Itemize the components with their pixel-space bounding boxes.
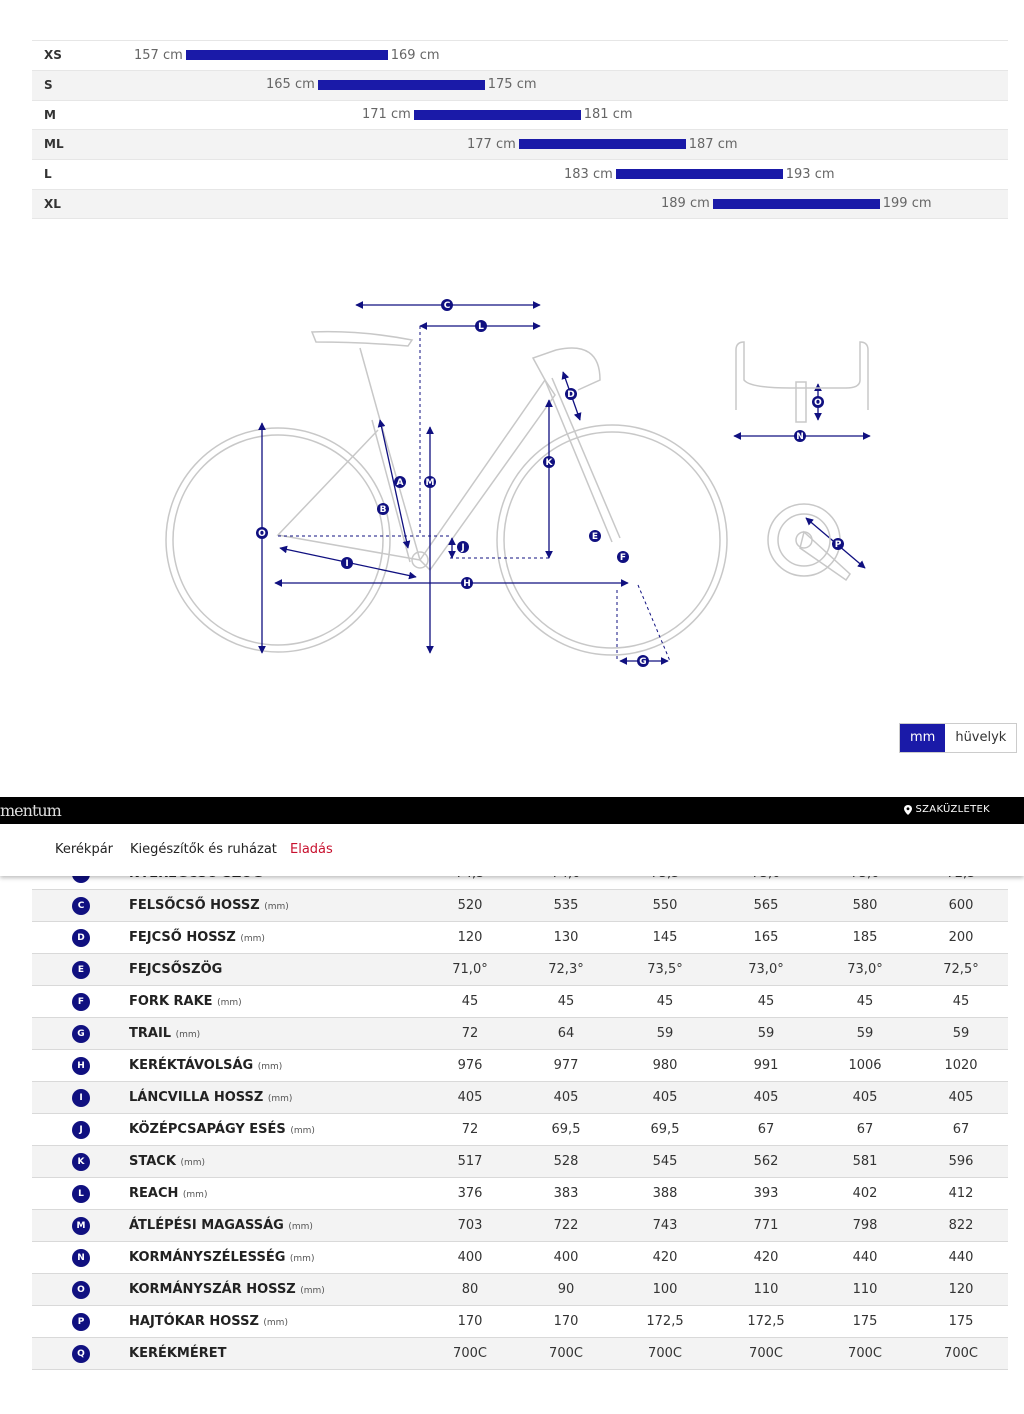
geometry-value: 90 bbox=[557, 1282, 575, 1297]
geometry-value: 45 bbox=[856, 994, 874, 1009]
geometry-name bbox=[129, 930, 265, 945]
geometry-row bbox=[32, 1274, 1008, 1306]
geometry-value: 798 bbox=[852, 1218, 878, 1233]
geometry-value: 565 bbox=[753, 898, 779, 913]
location-pin-icon bbox=[904, 805, 912, 815]
geometry-name bbox=[129, 1122, 315, 1137]
geometry-value: 45 bbox=[757, 994, 775, 1009]
max-height: 175 cm bbox=[487, 77, 537, 93]
geometry-value: 67 bbox=[856, 1122, 874, 1137]
unit-inch-button[interactable]: hüvelyk bbox=[945, 724, 1016, 752]
geometry-value: 59 bbox=[952, 1026, 970, 1041]
geometry-value: 596 bbox=[948, 1154, 974, 1169]
geometry-value: 165 bbox=[753, 930, 779, 945]
geometry-value: 72,3° bbox=[548, 962, 584, 977]
diagram-badge-e bbox=[589, 530, 601, 542]
geometry-value: 73,0° bbox=[748, 962, 784, 977]
geometry-unit: (mm) bbox=[180, 1158, 205, 1168]
geometry-letter-badge: K bbox=[72, 1153, 90, 1171]
diagram-badge-h bbox=[461, 577, 473, 589]
min-height: 177 cm bbox=[467, 136, 516, 152]
diagram-badge-d bbox=[565, 388, 577, 400]
geometry-unit: (mm) bbox=[264, 902, 289, 912]
geometry-name-text: KORMÁNYSZÉLESSÉG bbox=[129, 1250, 286, 1265]
max-height: 187 cm bbox=[688, 136, 738, 152]
geometry-value: 73,0° bbox=[847, 962, 883, 977]
geometry-value: 703 bbox=[457, 1218, 483, 1233]
geometry-name bbox=[129, 1314, 288, 1329]
geometry-value: 400 bbox=[457, 1250, 483, 1265]
svg-text:M: M bbox=[425, 478, 435, 488]
bike-geometry-diagram bbox=[0, 280, 1024, 680]
geometry-letter-badge: F bbox=[72, 993, 90, 1011]
geometry-value: 700C bbox=[944, 1346, 978, 1361]
geometry-value: 72 bbox=[461, 1026, 479, 1041]
nav-sale[interactable]: Eladás bbox=[290, 842, 333, 857]
geometry-row bbox=[32, 890, 1008, 922]
size-row bbox=[32, 159, 1008, 189]
geometry-value: 383 bbox=[553, 1186, 579, 1201]
geometry-name bbox=[129, 1250, 314, 1265]
geometry-name bbox=[129, 1026, 200, 1041]
geometry-value: 175 bbox=[948, 1314, 974, 1329]
geometry-name-text: STACK bbox=[129, 1154, 176, 1169]
geometry-row bbox=[32, 1242, 1008, 1274]
geometry-unit: (mm) bbox=[288, 1222, 313, 1232]
store-locator-link[interactable] bbox=[904, 804, 991, 815]
size-label: S bbox=[44, 77, 53, 92]
geometry-value: 175 bbox=[852, 1314, 878, 1329]
geometry-row bbox=[32, 1018, 1008, 1050]
geometry-value: 170 bbox=[553, 1314, 579, 1329]
geometry-value: 700C bbox=[848, 1346, 882, 1361]
geometry-value: 1006 bbox=[848, 1058, 882, 1073]
geometry-unit: (mm) bbox=[240, 934, 265, 944]
geometry-value: 402 bbox=[852, 1186, 878, 1201]
geometry-value: 59 bbox=[757, 1026, 775, 1041]
svg-text:I: I bbox=[345, 559, 349, 569]
min-height: 189 cm bbox=[661, 196, 710, 212]
geometry-letter-badge: L bbox=[72, 1185, 90, 1203]
geometry-name-text: HAJTÓKAR HOSSZ bbox=[129, 1314, 259, 1329]
range-bar bbox=[519, 139, 686, 149]
geometry-value: 700C bbox=[453, 1346, 487, 1361]
geometry-unit: (mm) bbox=[267, 1094, 293, 1104]
max-height: 199 cm bbox=[882, 196, 932, 212]
diagram-badge-g bbox=[637, 655, 649, 667]
range-bar bbox=[713, 199, 880, 209]
geometry-value: 562 bbox=[753, 1154, 779, 1169]
geometry-value: 1020 bbox=[944, 1058, 978, 1073]
geometry-name bbox=[129, 1282, 325, 1297]
geometry-value: 517 bbox=[457, 1154, 483, 1169]
geometry-row bbox=[32, 1338, 1008, 1370]
geometry-row bbox=[32, 1082, 1008, 1114]
height-range bbox=[266, 77, 537, 93]
diagram-badge-c bbox=[441, 299, 453, 311]
geometry-value: 200 bbox=[948, 930, 974, 945]
size-row bbox=[32, 129, 1008, 159]
diagram-badge-l bbox=[475, 320, 487, 332]
svg-text:C: C bbox=[443, 301, 451, 311]
geometry-value: 581 bbox=[852, 1154, 878, 1169]
height-range bbox=[661, 196, 932, 212]
diagram-badge-p bbox=[832, 538, 844, 550]
geometry-letter-badge: I bbox=[72, 1089, 90, 1107]
size-label: XL bbox=[44, 196, 61, 211]
geometry-letter-badge: Q bbox=[72, 1345, 90, 1363]
geometry-name bbox=[129, 1090, 292, 1105]
geometry-value: 771 bbox=[753, 1218, 779, 1233]
geometry-row bbox=[32, 1050, 1008, 1082]
geometry-value: 977 bbox=[553, 1058, 579, 1073]
geometry-value: 45 bbox=[461, 994, 479, 1009]
diagram-badge-o bbox=[812, 396, 824, 408]
main-nav bbox=[0, 824, 1024, 876]
geometry-value: 69,5 bbox=[551, 1122, 581, 1137]
height-range bbox=[564, 166, 835, 182]
diagram-badge-f bbox=[617, 551, 629, 563]
geometry-letter-badge: J bbox=[72, 1121, 90, 1139]
geometry-name bbox=[129, 1218, 313, 1233]
geometry-letter-badge: C bbox=[72, 897, 90, 915]
svg-text:B: B bbox=[379, 505, 387, 515]
height-range bbox=[362, 107, 633, 123]
geometry-row bbox=[32, 1146, 1008, 1178]
geometry-value: 388 bbox=[652, 1186, 678, 1201]
geometry-name bbox=[129, 1154, 205, 1169]
geometry-row bbox=[32, 1114, 1008, 1146]
diagram-badge-i bbox=[341, 557, 353, 569]
geometry-name-text: FEJCSŐSZÖG bbox=[129, 962, 223, 977]
svg-text:O: O bbox=[258, 529, 266, 539]
geometry-value: 700C bbox=[749, 1346, 783, 1361]
geometry-value: 600 bbox=[948, 898, 974, 913]
geometry-letter-badge: N bbox=[72, 1249, 90, 1267]
geometry-name-text: TRAIL bbox=[129, 1026, 172, 1041]
geometry-name-text: KERÉKTÁVOLSÁG bbox=[129, 1058, 254, 1073]
svg-text:G: G bbox=[639, 657, 647, 667]
geometry-value: 700C bbox=[549, 1346, 583, 1361]
geometry-value: 120 bbox=[948, 1282, 974, 1297]
geometry-letter-badge: E bbox=[72, 961, 90, 979]
geometry-value: 440 bbox=[852, 1250, 878, 1265]
geometry-value: 45 bbox=[952, 994, 970, 1009]
geometry-value: 69,5 bbox=[650, 1122, 680, 1137]
geometry-value: 67 bbox=[952, 1122, 970, 1137]
diagram-badge-j bbox=[457, 541, 469, 553]
geometry-value: 185 bbox=[852, 930, 878, 945]
size-chart bbox=[32, 40, 1008, 219]
svg-text:N: N bbox=[796, 432, 804, 442]
min-height: 157 cm bbox=[134, 47, 183, 63]
geometry-row bbox=[32, 986, 1008, 1018]
geometry-unit: (mm) bbox=[300, 1286, 325, 1296]
height-range bbox=[134, 47, 440, 63]
size-label: XS bbox=[44, 48, 62, 62]
geometry-name-text: KERÉKMÉRET bbox=[129, 1346, 227, 1361]
geometry-table bbox=[32, 858, 1008, 1370]
geometry-name bbox=[129, 898, 289, 913]
geometry-value: 59 bbox=[856, 1026, 874, 1041]
geometry-value: 172,5 bbox=[747, 1314, 785, 1329]
geometry-letter-badge: H bbox=[72, 1057, 90, 1075]
size-row bbox=[32, 40, 1008, 70]
diagram-badge-n bbox=[794, 430, 806, 442]
svg-text:H: H bbox=[463, 579, 471, 589]
geometry-name-text: FEJCSŐ HOSSZ bbox=[129, 930, 236, 945]
geometry-value: 71,0° bbox=[452, 962, 488, 977]
geometry-value: 405 bbox=[852, 1090, 878, 1105]
diagram-badge-a bbox=[394, 476, 406, 488]
geometry-value: 405 bbox=[457, 1090, 483, 1105]
min-height: 165 cm bbox=[266, 77, 315, 93]
geometry-value: 440 bbox=[948, 1250, 974, 1265]
geometry-value: 700C bbox=[648, 1346, 682, 1361]
geometry-value: 393 bbox=[753, 1186, 779, 1201]
nav-bikes[interactable]: Kerékpár bbox=[55, 842, 114, 857]
geometry-value: 120 bbox=[457, 930, 483, 945]
geometry-row bbox=[32, 922, 1008, 954]
geometry-value: 172,5 bbox=[646, 1314, 684, 1329]
geometry-unit: (mm) bbox=[290, 1126, 315, 1136]
min-height: 183 cm bbox=[564, 166, 613, 182]
geometry-value: 991 bbox=[753, 1058, 779, 1073]
diagram-badge-m bbox=[424, 476, 436, 488]
geometry-value: 976 bbox=[457, 1058, 483, 1073]
geometry-value: 73,5° bbox=[647, 962, 683, 977]
geometry-value: 980 bbox=[652, 1058, 678, 1073]
geometry-row bbox=[32, 1178, 1008, 1210]
geometry-value: 420 bbox=[753, 1250, 779, 1265]
svg-text:O: O bbox=[814, 398, 822, 408]
geometry-value: 580 bbox=[852, 898, 878, 913]
diagram-badge-o2 bbox=[256, 527, 268, 539]
geometry-value: 45 bbox=[656, 994, 674, 1009]
geometry-value: 528 bbox=[553, 1154, 579, 1169]
size-row bbox=[32, 189, 1008, 219]
svg-text:F: F bbox=[619, 553, 627, 563]
size-row bbox=[32, 70, 1008, 100]
geometry-name bbox=[129, 1058, 282, 1073]
geometry-value: 405 bbox=[652, 1090, 678, 1105]
geometry-value: 405 bbox=[553, 1090, 579, 1105]
geometry-name bbox=[129, 962, 222, 977]
geometry-letter-badge: O bbox=[72, 1281, 90, 1299]
range-bar bbox=[186, 50, 388, 60]
geometry-value: 110 bbox=[852, 1282, 878, 1297]
geometry-name-text: ÁTLÉPÉSI MAGASSÁG bbox=[129, 1218, 284, 1233]
geometry-name-text: REACH bbox=[129, 1186, 179, 1201]
geometry-name-text: FELSŐCSŐ HOSSZ bbox=[129, 898, 260, 913]
nav-accessories[interactable]: Kiegészítők és ruházat bbox=[130, 842, 277, 857]
geometry-name bbox=[129, 994, 242, 1009]
geometry-value: 412 bbox=[948, 1186, 974, 1201]
geometry-value: 64 bbox=[557, 1026, 575, 1041]
geometry-value: 376 bbox=[457, 1186, 483, 1201]
geometry-unit: (mm) bbox=[182, 1190, 208, 1200]
geometry-name bbox=[129, 1186, 207, 1201]
geometry-unit: (mm) bbox=[217, 998, 242, 1008]
geometry-name-text: KORMÁNYSZÁR HOSSZ bbox=[129, 1282, 296, 1297]
max-height: 193 cm bbox=[785, 166, 835, 182]
geometry-letter-badge: D bbox=[72, 929, 90, 947]
geometry-value: 822 bbox=[948, 1218, 974, 1233]
store-locator-label: SZAKÜZLETEK bbox=[915, 804, 990, 815]
diagram-badge-b bbox=[377, 503, 389, 515]
geometry-value: 535 bbox=[553, 898, 579, 913]
unit-toggle bbox=[899, 723, 1017, 753]
brand-logo[interactable]: mentum bbox=[0, 801, 61, 820]
geometry-letter-badge: M bbox=[72, 1217, 90, 1235]
geometry-value: 550 bbox=[652, 898, 678, 913]
min-height: 171 cm bbox=[362, 107, 411, 123]
geometry-value: 145 bbox=[652, 930, 678, 945]
range-bar bbox=[414, 110, 581, 120]
geometry-letter-badge: G bbox=[72, 1025, 90, 1043]
size-label: ML bbox=[44, 137, 64, 152]
diagram-badge-k bbox=[543, 456, 555, 468]
unit-mm-button[interactable]: mm bbox=[900, 724, 945, 752]
svg-text:A: A bbox=[396, 478, 404, 488]
geometry-value: 100 bbox=[652, 1282, 678, 1297]
geometry-value: 420 bbox=[652, 1250, 678, 1265]
range-bar bbox=[318, 80, 485, 90]
geometry-name-text: LÁNCVILLA HOSSZ bbox=[129, 1090, 264, 1105]
geometry-value: 520 bbox=[457, 898, 483, 913]
geometry-unit: (mm) bbox=[175, 1030, 201, 1040]
geometry-value: 72,5° bbox=[943, 962, 979, 977]
svg-text:J: J bbox=[461, 543, 465, 553]
range-bar bbox=[616, 169, 783, 179]
geometry-name-text: FORK RAKE bbox=[129, 994, 213, 1009]
geometry-value: 110 bbox=[753, 1282, 779, 1297]
geometry-name-text: KÖZÉPCSAPÁGY ESÉS bbox=[129, 1122, 286, 1137]
geometry-letter-badge: P bbox=[72, 1313, 90, 1331]
height-range bbox=[467, 136, 738, 152]
geometry-value: 545 bbox=[652, 1154, 678, 1169]
geometry-value: 80 bbox=[461, 1282, 479, 1297]
geometry-unit: (mm) bbox=[263, 1318, 288, 1328]
svg-text:L: L bbox=[478, 322, 484, 332]
geometry-value: 405 bbox=[753, 1090, 779, 1105]
size-row bbox=[32, 100, 1008, 130]
geometry-value: 72 bbox=[461, 1122, 479, 1137]
size-label: M bbox=[44, 107, 56, 122]
geometry-value: 400 bbox=[553, 1250, 579, 1265]
geometry-row bbox=[32, 954, 1008, 986]
geometry-value: 405 bbox=[948, 1090, 974, 1105]
geometry-unit: (mm) bbox=[257, 1062, 283, 1072]
geometry-name bbox=[129, 1346, 227, 1361]
geometry-row bbox=[32, 1306, 1008, 1338]
top-bar bbox=[0, 797, 1024, 824]
size-label: L bbox=[44, 167, 52, 182]
geometry-value: 45 bbox=[557, 994, 575, 1009]
geometry-unit: (mm) bbox=[289, 1254, 315, 1264]
max-height: 181 cm bbox=[583, 107, 633, 123]
geometry-value: 170 bbox=[457, 1314, 483, 1329]
svg-text:D: D bbox=[567, 390, 575, 400]
max-height: 169 cm bbox=[390, 47, 440, 63]
geometry-row bbox=[32, 1210, 1008, 1242]
svg-text:P: P bbox=[834, 540, 842, 550]
geometry-value: 130 bbox=[553, 930, 579, 945]
svg-text:E: E bbox=[591, 532, 599, 542]
svg-text:K: K bbox=[545, 458, 553, 468]
geometry-value: 743 bbox=[652, 1218, 678, 1233]
geometry-value: 67 bbox=[757, 1122, 775, 1137]
geometry-value: 59 bbox=[656, 1026, 674, 1041]
geometry-value: 722 bbox=[553, 1218, 579, 1233]
